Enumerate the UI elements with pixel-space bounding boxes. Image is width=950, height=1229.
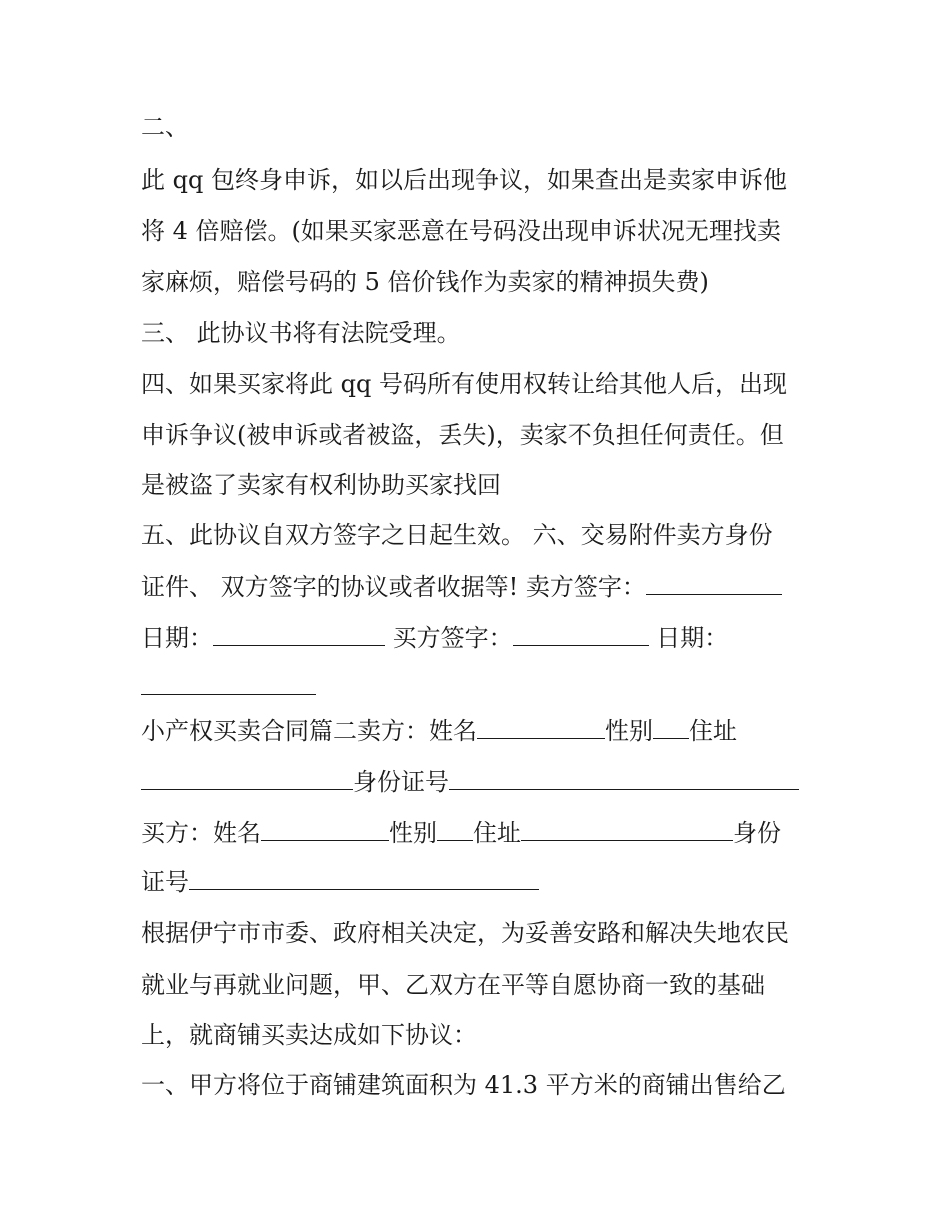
- seller-id-blank: [449, 767, 799, 790]
- paragraph-line: 上，就商铺买卖达成如下协议：: [141, 1021, 477, 1049]
- seller-label: 小产权买卖合同篇二卖方：姓名: [141, 717, 477, 745]
- buyer-date-blank: [141, 672, 316, 695]
- date-label: 日期：: [141, 624, 213, 652]
- id-number-label: 身份证号: [353, 768, 449, 796]
- buyer-info-line: [141, 818, 781, 848]
- paragraph-line: 就业与再就业问题，甲、乙双方在平等自愿协商一致的基础: [141, 971, 765, 999]
- paragraph-line: 家麻烦，赔偿号码的 5 倍价钱作为卖家的精神损失费): [141, 268, 709, 296]
- paragraph-line: 三、 此协议书将有法院受理。: [141, 319, 461, 347]
- address-label: 住址: [473, 819, 521, 847]
- buyer-address-blank: [521, 818, 733, 841]
- date-line: [141, 623, 728, 653]
- seller-signature-blank: [646, 572, 782, 595]
- paragraph-line: 五、此协议自双方签字之日起生效。 六、交易附件卖方身份: [141, 521, 773, 549]
- paragraph-line: 将 4 倍赔偿。(如果买家恶意在号码没出现申诉状况无理找卖: [141, 217, 781, 245]
- seller-id-line: [141, 767, 799, 797]
- id-label-part: 证号: [141, 868, 189, 896]
- address-label: 住址: [689, 717, 737, 745]
- buyer-id-blank: [189, 867, 539, 890]
- paragraph-line: 一、甲方将位于商铺建筑面积为 41.3 平方米的商铺出售给乙: [141, 1071, 786, 1099]
- date-label: 日期：: [648, 624, 729, 652]
- seller-date-blank: [213, 623, 385, 646]
- gender-label: 性别: [389, 819, 437, 847]
- signature-label: 证件、 双方签字的协议或者收据等! 卖方签字：: [141, 573, 646, 601]
- buyer-signature-label: 买方签字：: [385, 624, 513, 652]
- buyer-name-blank: [261, 818, 389, 841]
- seller-name-blank: [477, 716, 605, 739]
- paragraph-line: 四、如果买家将此 qq 号码所有使用权转让给其他人后，出现: [141, 370, 787, 398]
- buyer-date-line: [141, 672, 316, 702]
- paragraph-line: 此 qq 包终身申诉，如以后出现争议，如果查出是卖家申诉他: [141, 166, 787, 194]
- seller-info-line: [141, 716, 737, 746]
- buyer-signature-blank: [513, 623, 649, 646]
- seller-gender-blank: [653, 716, 689, 739]
- seller-signature-line: [141, 572, 782, 602]
- paragraph-line: 根据伊宁市市委、政府相关决定，为妥善安路和解决失地农民: [141, 919, 789, 947]
- id-label-part: 身份: [733, 819, 781, 847]
- buyer-gender-blank: [437, 818, 473, 841]
- section-heading-2: 二、: [141, 113, 189, 141]
- paragraph-line: 是被盗了卖家有权利协助买家找回: [141, 471, 501, 499]
- buyer-id-line: [141, 867, 539, 897]
- seller-address-blank: [141, 767, 353, 790]
- paragraph-line: 申诉争议(被申诉或者被盗，丢失)，卖家不负担任何责任。但: [141, 421, 784, 449]
- buyer-label: 买方：姓名: [141, 819, 261, 847]
- gender-label: 性别: [605, 717, 653, 745]
